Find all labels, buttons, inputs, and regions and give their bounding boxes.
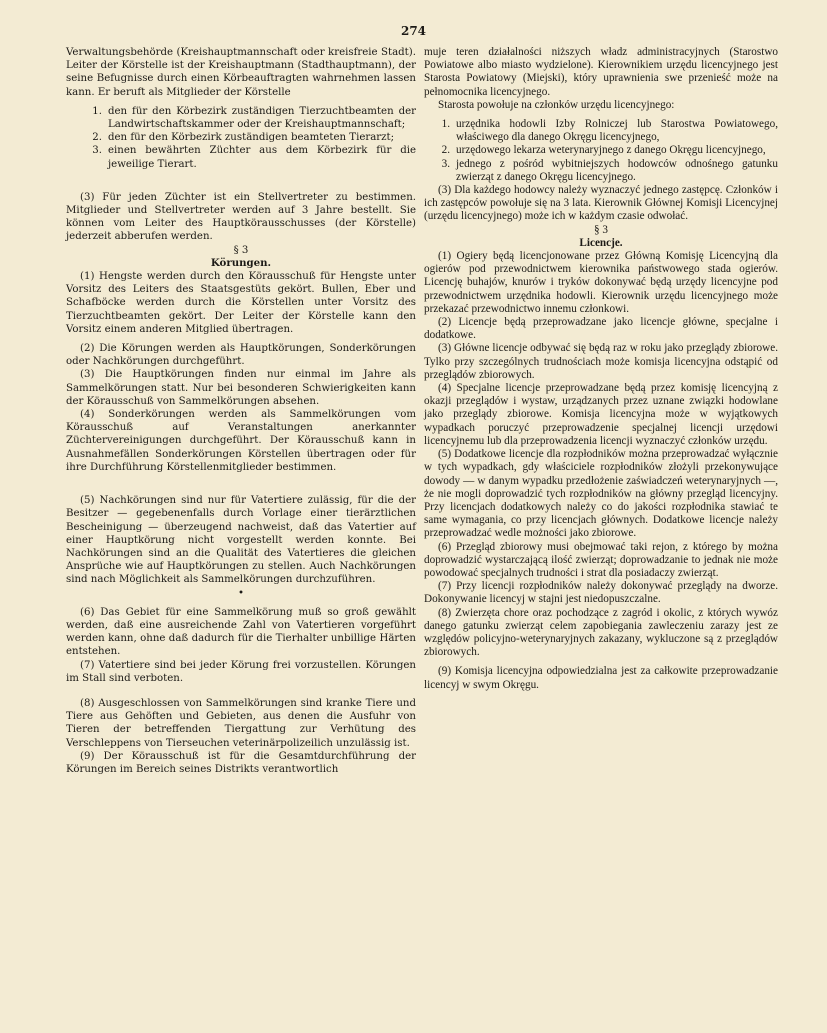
german-section-heading: Körungen. [210, 256, 272, 269]
list-text: urzędowego lekarza weterynaryjnego z danego Okręgu licencyjnego, [456, 144, 766, 157]
list-item [80, 144, 416, 170]
german-clause-5: (5) Nachkörungen sind nur für Vatertiere zulässig, für die der Besitzer — gegebenenfalls durch Vorlage einer tierärztlichen Bescheinigung — überzeugend nachweist, daß das Vatertier auf einer Hauptkörung nicht vorgestellt werden konnte. Bei Nachkörungen sind an die Qualität des Vatertieres die gleichen Ansprüche wie auf Hauptkörungen zu stellen. Auch Nachkörungen sind nach Möglichkeit als Sammelkörungen durchzuführen. [66, 495, 416, 586]
german-clause-8: (8) Ausgeschlossen von Sammelkörungen sind kranke Tiere und Tiere aus Gehöften und Gebieten, aus denen die Ausfuhr von Tieren der betreffenden Tiergattung zur Verhütung des Verschleppens von Tierseuchen veterinärpolizeilich unzulässig ist. [66, 697, 416, 749]
polish-clause-6: (6) Przegląd zbiorowy musi obejmować taki rejon, z którego by można doprowadzić wystarczającą ilość zwierząt; doprowadzanie to jednak nie może powodować specjalnych trudności i strat dla posiadaczy zwierząt. [424, 540, 778, 579]
list-number: 1. [441, 118, 450, 131]
list-text: jednego z pośród wybitniejszych hodowców odnośnego gatunku zwierząt z danego Okręgu licencyjnego. [456, 157, 778, 183]
separator-dot: • [237, 587, 244, 599]
polish-clause-4: (4) Specjalne licencje przeprowadzane będą przez komisję licencyjną z okazji przeglądów i wystaw, urządzanych przez uznane związki hodowlane jako przeglądy zbiorowe. Komisja licencyjna może w wyjątkowych wypadkach poruczyć przeprowadzenie specjalnej licencji urzędowi licencyjnemu lub dla przeprowadzenia licencji wyznaczyć członków urzędu. [424, 382, 778, 447]
german-clause-6: (6) Das Gebiet für eine Sammelkörung muß so groß gewählt werden, daß eine ausreichende Zahl von Vatertieren vorgeführt werden kann, ohne daß dadurch für die Tierhalter unbillige Härten entstehen. [66, 606, 416, 658]
german-section-number: § 3 [233, 244, 249, 256]
polish-intro: muje teren działalności niższych władz administracyjnych (Starostwo Powiatowe albo miasto wydzielone). Kierownikiem urzędu licencyjnego jest Starosta Powiatowy (Miejski), który uprawnienia swe przenieść może na pełnomocnika licencyjnego. [424, 46, 778, 98]
polish-clause-7: (7) Przy licencji rozpłodników należy dokonywać przeglądy na dworze. Dokonywanie licencyj w stajni jest niedopuszczalne. [424, 580, 778, 606]
polish-clause-9: (9) Komisja licencyjna odpowiedzialna jest za całkowite przeprowadzanie licencyj w swym Okręgu. [424, 665, 778, 691]
german-member-list [80, 105, 416, 171]
german-clause-9: (9) Der Körausschuß ist für die Gesamtdurchführung der Körungen im Bereich seines Distrikts verantwortlich [66, 750, 416, 775]
polish-section-heading: Licencje. [579, 236, 623, 249]
polish-intro-2: Starosta powołuje na członków urzędu licencyjnego: [438, 98, 675, 111]
list-text: den für den Körbezirk zuständigen beamteten Tierarzt; [108, 132, 395, 144]
list-number: 1. [92, 105, 102, 117]
german-clause-2: (2) Die Körungen werden als Hauptkörungen, Sonderkörungen oder Nachkörungen durchgeführt. [66, 343, 416, 368]
list-number: 2. [92, 132, 102, 144]
list-text: den für den Körbezirk zuständigen Tierzuchtbeamten der Landwirtschaftskammer oder der Kreishauptmannschaft; [108, 105, 416, 131]
list-number: 3. [441, 157, 450, 170]
list-item [428, 158, 778, 184]
list-item [80, 105, 416, 131]
polish-paragraph-3: (3) Dla każdego hodowcy należy wyznaczyć jednego zastępcę. Członków i ich zastępców powołuje się na 3 lata. Kierownik Głównej Komisji Licencyjnej (urzędu licencyjnego) może ich w każdym czasie odwołać. [424, 184, 778, 223]
german-clause-4: (4) Sonderkörungen werden als Sammelkörungen vom Körausschuß auf Veranstaltungen anerkannter Züchtervereinigungen durchgeführt. Der Körausschuß kann in Ausnahmefällen Sonderkörungen Körstellen übertragen oder für ihre Durchführung Körstellenmitglieder bestimmen. [66, 409, 416, 473]
german-clause-3: (3) Die Hauptkörungen finden nur einmal im Jahre als Sammelkörungen statt. Nur bei besonderen Schwierigkeiten kann der Körausschuß von Sammelkörungen absehen. [66, 369, 416, 407]
polish-clause-8: (8) Zwierzęta chore oraz pochodzące z zagród i okolic, z których wywóz danego gatunku zwierząt celem zapobiegania zawleczeniu zarazy jest ze względów policyjno-weterynaryjnych zakazany, wykluczone są z przeglądów zbiorowych. [424, 606, 778, 659]
german-intro: Verwaltungsbehörde (Kreishauptmannschaft oder kreisfreie Stadt). Leiter der Körstelle ist der Kreishauptmann (Stadthauptmann), der seine Befugnisse durch einen Körbeauftragten wahrnehmen lassen kann. Er beruft als Mitglieder der Körstelle [66, 47, 416, 98]
list-number: 2. [441, 144, 450, 157]
list-item [428, 118, 778, 144]
polish-clause-5: (5) Dodatkowe licencje dla rozpłodników można przeprowadzać wyłącznie w tych wypadkach, gdy właściciele rozpłodników złożyli przekonywujące dowody — w danym wypadku przedłożenie zaświadczeń weterynaryjnych —, że nie mogli doprowadzić tych rozpłodników na główny przegląd licencyjny. Przy licencjach dodatkowych należy co do jakości rozpłodnika stawiać te same wymagania, co przy licencjach głównych. Dodatkowe licencje należy przeprowadzać wedle możności jako zbiorowe. [424, 448, 778, 540]
german-clause-1: (1) Hengste werden durch den Körausschuß für Hengste unter Vorsitz des Leiters des Staatsgestüts gekört. Bullen, Eber und Schafböcke werden durch die Körstellen unter Vorsitz des Tierzuchtbeamten gekört. Der Leiter der Körstelle kann den Vorsitz einem anderen Mitglied übertragen. [66, 271, 416, 335]
polish-section-number: § 3 [594, 223, 608, 236]
list-text: urzędnika hodowli Izby Rolniczej lub Starostwa Powiatowego, właściwego dla danego Okręgu licencyjnego, [456, 118, 778, 144]
german-paragraph-3: (3) Für jeden Züchter ist ein Stellvertreter zu bestimmen. Mitglieder und Stellvertreter werden auf 3 Jahre bestellt. Sie können vom Leiter des Hauptkörausschusses (der Körstelle) jederzeit abberufen werden. [66, 191, 416, 243]
polish-member-list [428, 118, 778, 184]
polish-clause-1: (1) Ogiery będą licencjonowane przez Główną Komisję Licencyjną dla ogierów pod przewodnictwem kierownika państwowego stada ogierów. Licencję buhajów, knurów i tryków dokonywać będą urzędy licencyjne pod przewodnictwem urzędnika hodowli. Kierownik urzędu licencyjnego może przekazać przewodnictwo innemu członkowi. [424, 250, 778, 315]
german-column [66, 46, 416, 776]
german-clause-7: (7) Vatertiere sind bei jeder Körung frei vorzustellen. Körungen im Stall sind verboten. [66, 659, 416, 684]
list-text: einen bewährten Züchter aus dem Körbezirk für die jeweilige Tierart. [108, 145, 416, 170]
polish-clause-2: (2) Licencje będą przeprowadzane jako licencje główne, specjalne i dodatkowe. [424, 316, 778, 342]
list-item [80, 131, 416, 144]
page-number: 274 [400, 24, 427, 38]
polish-clause-3: (3) Główne licencje odbywać się będą raz w roku jako przeglądy zbiorowe. Tylko przy szczególnych trudnościach może komisja licencyjna odstąpić od przeglądów zbiorowych. [424, 342, 778, 381]
list-item [428, 144, 778, 157]
polish-column [424, 46, 778, 692]
list-number: 3. [92, 145, 102, 157]
